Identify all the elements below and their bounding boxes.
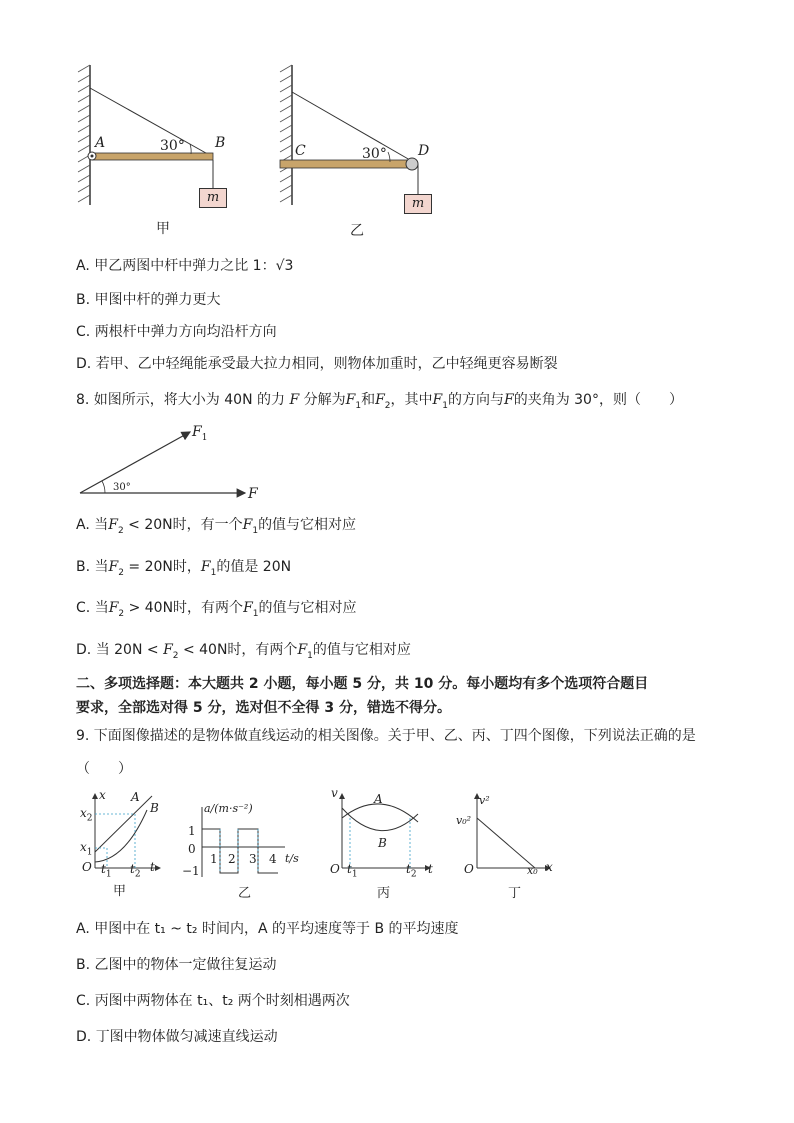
q8-option-c[interactable]: C. 当$F_2 > 40N$时，有两个$F_1$的值与它相对应 xyxy=(76,600,357,619)
bing-b: B xyxy=(378,836,387,850)
ding-o: O xyxy=(464,862,474,876)
bing-t2: $t_2$ xyxy=(406,862,417,880)
ding-x0: x₀ xyxy=(527,864,538,877)
option-prefix: D. xyxy=(76,356,92,372)
option-text: 两根杆中弹力方向均沿杆方向 xyxy=(94,324,277,340)
fig-f-label: F xyxy=(248,486,258,502)
yi-t1: 1 xyxy=(210,852,218,866)
option-text: 甲图中杆的弹力更大 xyxy=(94,292,221,308)
caption-ding-graph: 丁 xyxy=(508,886,522,901)
jia-t1: $t_1$ xyxy=(101,862,112,880)
q9-stem: 9. 下面图像描述的是物体做直线运动的相关图像。关于甲、乙、丙、丁四个图像，下列说法正确的是 xyxy=(76,728,696,744)
option-prefix: C. xyxy=(76,324,91,340)
angle-right: 30° xyxy=(362,146,387,162)
option-prefix: B. xyxy=(76,292,91,308)
pulley-d xyxy=(406,158,418,170)
caption-jia: 甲 xyxy=(156,221,170,237)
label-b: B xyxy=(215,135,226,151)
option-prefix: A. xyxy=(76,258,90,274)
label-a: A xyxy=(95,135,106,151)
label-c: C xyxy=(295,143,306,159)
section2-line1: 二、多项选择题：本大题共 2 小题，每小题 5 分，共 10 分。每小题均有多个选项符合题目 xyxy=(76,676,649,692)
fig-f1-label: $F_1$ xyxy=(192,424,208,443)
label-d: D xyxy=(418,143,430,159)
jia-a: A xyxy=(131,790,140,804)
yi-t3: 3 xyxy=(249,852,257,866)
yi-zero: 0 xyxy=(188,842,196,856)
q9-option-a[interactable]: A. 甲图中在 t₁ ~ t₂ 时间内，A 的平均速度等于 B 的平均速度 xyxy=(76,921,459,937)
option-text: 甲乙两图中杆中弹力之比 1：√3 xyxy=(94,258,294,274)
bing-o: O xyxy=(330,862,340,876)
rope-right xyxy=(292,92,410,160)
q7-option-b[interactable] xyxy=(76,291,221,309)
jia-t2: $t_2$ xyxy=(130,862,141,880)
figure-force-decomposition xyxy=(75,420,275,510)
q8-stem: 8. 如图所示，将大小为 40N 的力 F 分解为$F_1$和$F_2$，其中$F_1$的方向与F的夹角为 30°，则（ ） xyxy=(76,392,683,411)
q9-option-c[interactable]: C. 丙图中两物体在 t₁、t₂ 两个时刻相遇两次 xyxy=(76,993,350,1009)
ding-x: x xyxy=(546,860,553,874)
yi-t4: 4 xyxy=(269,852,277,866)
q8-option-d[interactable]: D. 当 $20N < F_2 < 40N$时，有两个$F_1$的值与它相对应 xyxy=(76,642,411,661)
fig-angle-label: 30° xyxy=(113,482,131,493)
jia-x: x xyxy=(99,788,106,802)
caption-yi-graph: 乙 xyxy=(238,886,252,901)
q9-option-d[interactable]: D. 丁图中物体做匀减速直线运动 xyxy=(76,1029,278,1045)
jia-b: B xyxy=(150,801,159,815)
ding-v02: v₀² xyxy=(456,814,472,827)
q7-option-c[interactable] xyxy=(76,323,277,341)
yi-ts: t/s xyxy=(285,852,299,865)
bing-v: v xyxy=(331,786,338,800)
jia-o: O xyxy=(82,860,92,874)
yi-minus: −1 xyxy=(182,864,200,878)
ding-v2: v² xyxy=(479,794,490,807)
q8-option-a[interactable]: A. 当$F_2 < 20N$时，有一个$F_1$的值与它相对应 xyxy=(76,517,357,536)
jia-x2: $x_2$ xyxy=(80,806,93,824)
figure-rod-rope xyxy=(70,60,450,230)
q8-option-b[interactable]: B. 当$F_2 = 20N$时，$F_1$的值是 20N xyxy=(76,559,292,578)
caption-bing-graph: 丙 xyxy=(377,886,391,901)
jia-t: t xyxy=(150,860,155,874)
q9-option-b[interactable]: B. 乙图中的物体一定做往复运动 xyxy=(76,957,277,973)
yi-one: 1 xyxy=(188,824,196,838)
bing-t1: $t_1$ xyxy=(347,862,358,880)
q9-paren: （ ） xyxy=(76,761,132,777)
option-text: 若甲、乙中轻绳能承受最大拉力相同，则物体加重时，乙中轻绳更容易断裂 xyxy=(95,356,558,372)
caption-yi: 乙 xyxy=(350,223,364,239)
bing-t: t xyxy=(428,862,433,876)
wall-right xyxy=(280,65,292,205)
rod-left xyxy=(92,153,213,160)
mass-right: m xyxy=(404,194,432,214)
rod-right xyxy=(280,160,410,168)
mass-left: m xyxy=(199,188,227,208)
wall-left xyxy=(78,65,90,205)
yi-ylabel: a/(m·s⁻²) xyxy=(204,802,253,815)
rope-left xyxy=(90,88,213,157)
yi-t2: 2 xyxy=(228,852,236,866)
jia-x1: $x_1$ xyxy=(80,840,93,858)
bing-a: A xyxy=(374,792,383,806)
angle-left: 30° xyxy=(160,138,185,154)
q7-option-d[interactable] xyxy=(76,355,558,373)
section2-line2: 要求，全部选对得 5 分，选对但不全得 3 分，错选不得分。 xyxy=(76,700,451,716)
caption-jia-graph: 甲 xyxy=(113,884,127,899)
q7-option-a[interactable] xyxy=(76,257,293,275)
